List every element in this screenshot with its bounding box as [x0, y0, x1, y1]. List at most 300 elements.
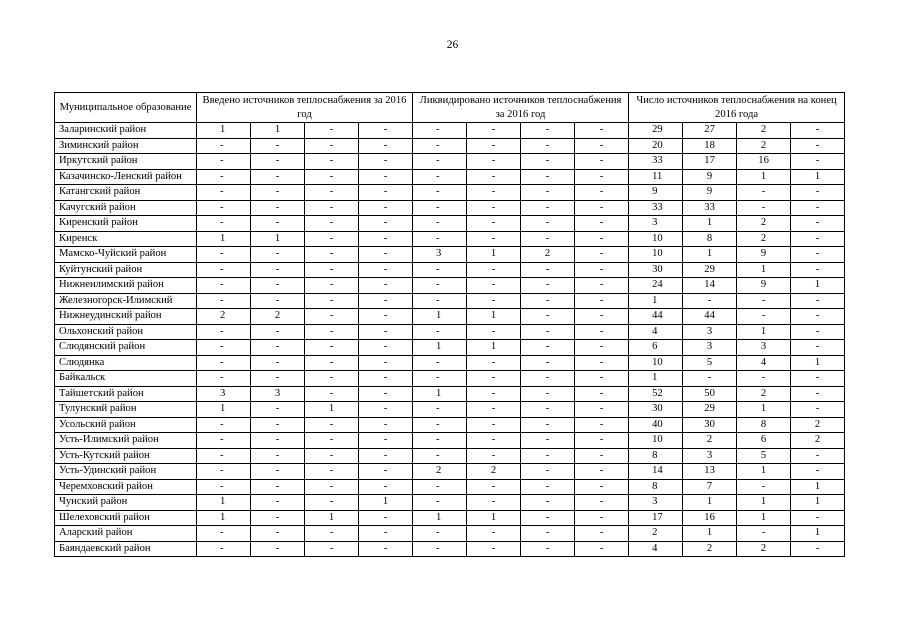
- value-cell: -: [413, 278, 467, 294]
- value-cell: -: [521, 324, 575, 340]
- value-cell: -: [575, 123, 629, 139]
- value-cell: 2: [737, 216, 791, 232]
- value-cell: -: [305, 262, 359, 278]
- value-cell: 2: [683, 433, 737, 449]
- value-cell: -: [413, 154, 467, 170]
- value-cell: -: [359, 464, 413, 480]
- value-cell: 5: [683, 355, 737, 371]
- value-cell: -: [305, 324, 359, 340]
- value-cell: -: [251, 417, 305, 433]
- value-cell: 1: [791, 479, 845, 495]
- value-cell: -: [251, 278, 305, 294]
- value-cell: 1: [467, 309, 521, 325]
- value-cell: -: [197, 541, 251, 557]
- value-cell: -: [359, 200, 413, 216]
- value-cell: -: [575, 231, 629, 247]
- value-cell: -: [359, 324, 413, 340]
- value-cell: 1: [791, 495, 845, 511]
- value-cell: -: [791, 247, 845, 263]
- value-cell: 11: [629, 169, 683, 185]
- value-cell: -: [521, 293, 575, 309]
- value-cell: 1: [197, 402, 251, 418]
- value-cell: 10: [629, 433, 683, 449]
- municipality-name: Баяндаевский район: [55, 541, 197, 557]
- value-cell: 9: [683, 169, 737, 185]
- value-cell: 29: [683, 402, 737, 418]
- municipality-name: Байкальск: [55, 371, 197, 387]
- value-cell: -: [791, 464, 845, 480]
- value-cell: 1: [197, 510, 251, 526]
- value-cell: -: [359, 371, 413, 387]
- value-cell: 3: [683, 324, 737, 340]
- value-cell: -: [413, 185, 467, 201]
- value-cell: -: [197, 293, 251, 309]
- table-row: [55, 371, 845, 387]
- header-total: Число источников теплоснабжения на конец 2016 года: [629, 93, 845, 123]
- value-cell: -: [467, 262, 521, 278]
- value-cell: -: [791, 293, 845, 309]
- value-cell: -: [575, 185, 629, 201]
- table-row: [55, 200, 845, 216]
- value-cell: 8: [683, 231, 737, 247]
- value-cell: -: [305, 448, 359, 464]
- municipality-name: Ольхонский район: [55, 324, 197, 340]
- value-cell: -: [575, 293, 629, 309]
- value-cell: 44: [683, 309, 737, 325]
- value-cell: 3: [683, 448, 737, 464]
- value-cell: 1: [683, 495, 737, 511]
- value-cell: -: [413, 495, 467, 511]
- value-cell: -: [791, 216, 845, 232]
- value-cell: 1: [305, 510, 359, 526]
- value-cell: -: [521, 138, 575, 154]
- header-liquidated: Ликвидировано источников теплоснабжения за 2016 год: [413, 93, 629, 123]
- value-cell: -: [359, 340, 413, 356]
- value-cell: 2: [737, 123, 791, 139]
- value-cell: -: [359, 309, 413, 325]
- value-cell: -: [575, 495, 629, 511]
- value-cell: -: [305, 293, 359, 309]
- table-row: [55, 278, 845, 294]
- value-cell: -: [197, 169, 251, 185]
- table-row: [55, 402, 845, 418]
- value-cell: -: [575, 216, 629, 232]
- value-cell: -: [467, 495, 521, 511]
- value-cell: -: [413, 355, 467, 371]
- value-cell: -: [791, 309, 845, 325]
- table-row: [55, 417, 845, 433]
- value-cell: -: [575, 433, 629, 449]
- municipality-name: Киренск: [55, 231, 197, 247]
- heat-sources-table: [54, 92, 845, 557]
- value-cell: -: [521, 216, 575, 232]
- value-cell: -: [413, 402, 467, 418]
- value-cell: -: [575, 154, 629, 170]
- value-cell: -: [251, 510, 305, 526]
- table-row: [55, 464, 845, 480]
- table-row: [55, 169, 845, 185]
- value-cell: -: [521, 433, 575, 449]
- value-cell: -: [359, 479, 413, 495]
- value-cell: -: [305, 309, 359, 325]
- municipality-name: Усть-Кутский район: [55, 448, 197, 464]
- value-cell: -: [359, 138, 413, 154]
- value-cell: -: [521, 278, 575, 294]
- table-row: [55, 185, 845, 201]
- value-cell: -: [305, 433, 359, 449]
- value-cell: -: [251, 185, 305, 201]
- value-cell: -: [197, 340, 251, 356]
- value-cell: 33: [629, 154, 683, 170]
- value-cell: -: [575, 324, 629, 340]
- value-cell: 9: [737, 247, 791, 263]
- value-cell: 1: [737, 324, 791, 340]
- value-cell: -: [791, 231, 845, 247]
- value-cell: 2: [737, 386, 791, 402]
- value-cell: -: [305, 464, 359, 480]
- table-row: [55, 448, 845, 464]
- municipality-name: Усть-Илимский район: [55, 433, 197, 449]
- value-cell: -: [251, 324, 305, 340]
- value-cell: 18: [683, 138, 737, 154]
- value-cell: -: [305, 479, 359, 495]
- value-cell: -: [467, 278, 521, 294]
- value-cell: -: [413, 433, 467, 449]
- value-cell: -: [467, 216, 521, 232]
- value-cell: 17: [683, 154, 737, 170]
- value-cell: -: [251, 448, 305, 464]
- value-cell: 3: [683, 340, 737, 356]
- value-cell: 1: [737, 169, 791, 185]
- value-cell: -: [305, 247, 359, 263]
- municipality-name: Чунский район: [55, 495, 197, 511]
- value-cell: -: [467, 417, 521, 433]
- value-cell: 30: [629, 262, 683, 278]
- value-cell: -: [737, 200, 791, 216]
- value-cell: 9: [737, 278, 791, 294]
- value-cell: -: [791, 371, 845, 387]
- value-cell: -: [521, 231, 575, 247]
- value-cell: -: [251, 479, 305, 495]
- value-cell: -: [251, 169, 305, 185]
- value-cell: -: [413, 123, 467, 139]
- value-cell: 8: [737, 417, 791, 433]
- value-cell: 29: [629, 123, 683, 139]
- value-cell: -: [359, 185, 413, 201]
- value-cell: 14: [629, 464, 683, 480]
- value-cell: 1: [683, 526, 737, 542]
- value-cell: -: [251, 495, 305, 511]
- value-cell: -: [737, 526, 791, 542]
- value-cell: -: [521, 417, 575, 433]
- municipality-name: Качугский район: [55, 200, 197, 216]
- value-cell: -: [413, 371, 467, 387]
- value-cell: -: [467, 479, 521, 495]
- value-cell: -: [413, 324, 467, 340]
- value-cell: 3: [413, 247, 467, 263]
- value-cell: -: [413, 448, 467, 464]
- table-row: [55, 262, 845, 278]
- value-cell: 1: [791, 169, 845, 185]
- table-row: [55, 154, 845, 170]
- value-cell: -: [251, 154, 305, 170]
- value-cell: 50: [683, 386, 737, 402]
- value-cell: 2: [791, 433, 845, 449]
- value-cell: 44: [629, 309, 683, 325]
- table-row: [55, 216, 845, 232]
- value-cell: 2: [521, 247, 575, 263]
- value-cell: -: [413, 200, 467, 216]
- value-cell: -: [521, 154, 575, 170]
- value-cell: 1: [413, 386, 467, 402]
- value-cell: 1: [737, 262, 791, 278]
- value-cell: -: [359, 278, 413, 294]
- municipality-name: Тайшетский район: [55, 386, 197, 402]
- value-cell: -: [197, 417, 251, 433]
- value-cell: 2: [737, 541, 791, 557]
- value-cell: 1: [791, 278, 845, 294]
- value-cell: -: [413, 526, 467, 542]
- value-cell: -: [251, 371, 305, 387]
- value-cell: 1: [251, 123, 305, 139]
- value-cell: -: [359, 123, 413, 139]
- value-cell: -: [791, 154, 845, 170]
- value-cell: -: [575, 278, 629, 294]
- value-cell: -: [305, 138, 359, 154]
- value-cell: 8: [629, 448, 683, 464]
- value-cell: -: [251, 526, 305, 542]
- value-cell: -: [575, 262, 629, 278]
- value-cell: -: [521, 402, 575, 418]
- value-cell: 4: [629, 324, 683, 340]
- value-cell: 1: [737, 402, 791, 418]
- value-cell: -: [791, 402, 845, 418]
- value-cell: -: [575, 371, 629, 387]
- value-cell: 5: [737, 448, 791, 464]
- value-cell: 8: [629, 479, 683, 495]
- value-cell: -: [791, 324, 845, 340]
- value-cell: -: [413, 216, 467, 232]
- value-cell: -: [413, 231, 467, 247]
- value-cell: 1: [305, 402, 359, 418]
- municipality-name: Железногорск-Илимский: [55, 293, 197, 309]
- value-cell: -: [467, 355, 521, 371]
- value-cell: 1: [251, 231, 305, 247]
- value-cell: -: [251, 247, 305, 263]
- municipality-name: Слюдянский район: [55, 340, 197, 356]
- value-cell: -: [413, 138, 467, 154]
- municipality-name: Мамско-Чуйский район: [55, 247, 197, 263]
- value-cell: 3: [197, 386, 251, 402]
- value-cell: -: [197, 448, 251, 464]
- value-cell: 3: [251, 386, 305, 402]
- value-cell: -: [683, 371, 737, 387]
- value-cell: -: [791, 185, 845, 201]
- value-cell: -: [791, 123, 845, 139]
- value-cell: -: [521, 200, 575, 216]
- value-cell: 30: [683, 417, 737, 433]
- table-body: [55, 123, 845, 557]
- value-cell: -: [791, 138, 845, 154]
- value-cell: -: [251, 355, 305, 371]
- municipality-name: Иркутский район: [55, 154, 197, 170]
- municipality-name: Катангский район: [55, 185, 197, 201]
- value-cell: 1: [467, 510, 521, 526]
- value-cell: -: [575, 200, 629, 216]
- page-number: 26: [446, 39, 459, 51]
- municipality-name: Нижнеудинский район: [55, 309, 197, 325]
- value-cell: -: [413, 479, 467, 495]
- value-cell: -: [575, 464, 629, 480]
- value-cell: 17: [629, 510, 683, 526]
- value-cell: -: [359, 526, 413, 542]
- table-row: [55, 433, 845, 449]
- value-cell: -: [467, 448, 521, 464]
- value-cell: -: [737, 371, 791, 387]
- value-cell: -: [575, 479, 629, 495]
- value-cell: 13: [683, 464, 737, 480]
- value-cell: -: [791, 200, 845, 216]
- header-municipality: Муниципальное образование: [55, 93, 197, 123]
- value-cell: -: [359, 355, 413, 371]
- value-cell: 30: [629, 402, 683, 418]
- value-cell: -: [575, 448, 629, 464]
- value-cell: -: [359, 386, 413, 402]
- value-cell: -: [683, 293, 737, 309]
- value-cell: 1: [737, 464, 791, 480]
- value-cell: -: [467, 169, 521, 185]
- value-cell: 1: [197, 495, 251, 511]
- value-cell: -: [251, 541, 305, 557]
- value-cell: 1: [413, 340, 467, 356]
- value-cell: -: [305, 541, 359, 557]
- value-cell: -: [197, 479, 251, 495]
- value-cell: -: [359, 231, 413, 247]
- value-cell: -: [359, 448, 413, 464]
- value-cell: 1: [737, 510, 791, 526]
- municipality-name: Заларинский район: [55, 123, 197, 139]
- value-cell: 2: [413, 464, 467, 480]
- value-cell: -: [197, 526, 251, 542]
- value-cell: -: [737, 185, 791, 201]
- table-row: [55, 510, 845, 526]
- value-cell: -: [251, 464, 305, 480]
- value-cell: -: [467, 371, 521, 387]
- value-cell: 1: [791, 526, 845, 542]
- value-cell: -: [359, 541, 413, 557]
- value-cell: -: [251, 138, 305, 154]
- value-cell: -: [197, 138, 251, 154]
- value-cell: 16: [737, 154, 791, 170]
- value-cell: 2: [251, 309, 305, 325]
- table-row: [55, 138, 845, 154]
- municipality-name: Куйтунский район: [55, 262, 197, 278]
- table-row: [55, 247, 845, 263]
- value-cell: -: [305, 278, 359, 294]
- value-cell: 24: [629, 278, 683, 294]
- value-cell: -: [251, 200, 305, 216]
- value-cell: 10: [629, 247, 683, 263]
- value-cell: -: [251, 433, 305, 449]
- value-cell: 6: [629, 340, 683, 356]
- value-cell: 2: [683, 541, 737, 557]
- value-cell: -: [197, 200, 251, 216]
- municipality-name: Казачинско-Ленский район: [55, 169, 197, 185]
- value-cell: -: [521, 510, 575, 526]
- value-cell: 27: [683, 123, 737, 139]
- value-cell: -: [521, 526, 575, 542]
- value-cell: 1: [683, 247, 737, 263]
- value-cell: -: [305, 340, 359, 356]
- value-cell: 1: [413, 510, 467, 526]
- table-row: [55, 123, 845, 139]
- value-cell: 1: [197, 123, 251, 139]
- value-cell: -: [575, 340, 629, 356]
- value-cell: -: [521, 123, 575, 139]
- value-cell: -: [521, 386, 575, 402]
- value-cell: -: [521, 448, 575, 464]
- value-cell: -: [359, 154, 413, 170]
- value-cell: -: [197, 185, 251, 201]
- value-cell: -: [359, 216, 413, 232]
- table-row: [55, 541, 845, 557]
- value-cell: -: [575, 541, 629, 557]
- value-cell: -: [197, 355, 251, 371]
- value-cell: 2: [629, 526, 683, 542]
- value-cell: -: [737, 309, 791, 325]
- value-cell: 2: [467, 464, 521, 480]
- value-cell: 40: [629, 417, 683, 433]
- value-cell: -: [197, 262, 251, 278]
- value-cell: -: [413, 169, 467, 185]
- value-cell: -: [791, 340, 845, 356]
- value-cell: -: [251, 402, 305, 418]
- value-cell: -: [251, 262, 305, 278]
- value-cell: -: [791, 262, 845, 278]
- value-cell: -: [467, 541, 521, 557]
- value-cell: -: [197, 464, 251, 480]
- value-cell: -: [737, 479, 791, 495]
- municipality-name: Киренский район: [55, 216, 197, 232]
- value-cell: -: [359, 169, 413, 185]
- value-cell: -: [467, 526, 521, 542]
- value-cell: 3: [629, 495, 683, 511]
- value-cell: -: [575, 138, 629, 154]
- value-cell: -: [197, 216, 251, 232]
- value-cell: -: [359, 402, 413, 418]
- value-cell: -: [305, 417, 359, 433]
- value-cell: -: [467, 433, 521, 449]
- value-cell: -: [359, 262, 413, 278]
- value-cell: -: [521, 371, 575, 387]
- value-cell: -: [359, 293, 413, 309]
- value-cell: -: [305, 169, 359, 185]
- value-cell: 1: [467, 247, 521, 263]
- value-cell: -: [575, 386, 629, 402]
- value-cell: -: [521, 185, 575, 201]
- value-cell: -: [305, 216, 359, 232]
- value-cell: -: [413, 417, 467, 433]
- value-cell: -: [413, 262, 467, 278]
- value-cell: 7: [683, 479, 737, 495]
- value-cell: 1: [467, 340, 521, 356]
- value-cell: 2: [737, 138, 791, 154]
- value-cell: -: [305, 185, 359, 201]
- value-cell: -: [575, 510, 629, 526]
- value-cell: -: [413, 541, 467, 557]
- value-cell: 2: [791, 417, 845, 433]
- table-row: [55, 479, 845, 495]
